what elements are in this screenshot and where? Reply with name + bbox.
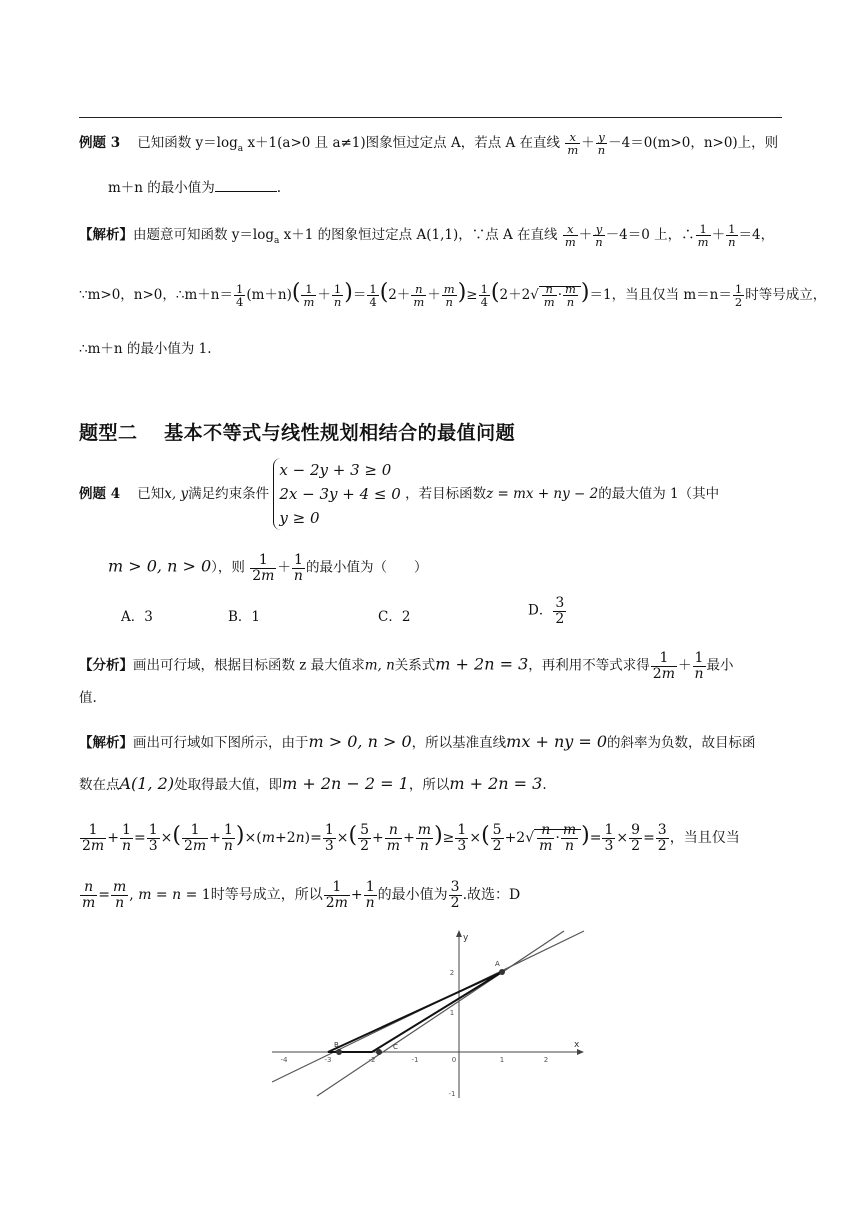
answer-blank xyxy=(215,191,277,192)
fraction-y-n: $\frac{y}{n}$ xyxy=(597,130,606,158)
example4-solution-line4: $\frac{n}{m}$ = $\frac{m}{n}$ , m = n = 1时等号成立，所以 $\frac{1}{2m}$ + $\frac{1}{n}$ 的最小值为 $\frac{3}{2}$ .故选：D xyxy=(82,879,521,911)
point-a xyxy=(499,969,505,975)
example3-question-line2: m＋n 的最小值为 . xyxy=(108,180,282,196)
x-tick: -2 xyxy=(368,1056,376,1064)
example3-solution-line1: 【解析】由题意可知函数 $y=\log_a$ x＋1 的图象恒过定点 A(1,1)，∵点 A 在直线 $\frac{x}{m}$ ＋ $\frac{y}{n}$ －4＝0 上，∴ $\frac{1}{m}$ ＋ $\frac{1}{n}$ ＝4， xyxy=(79,222,775,250)
y-axis-label: y xyxy=(463,933,469,943)
x-tick: 2 xyxy=(543,1056,549,1064)
line-2x-3y+4 xyxy=(317,931,564,1096)
fraction-x-m: $\frac{x}{m}$ xyxy=(567,130,579,158)
x-tick: -1 xyxy=(411,1056,419,1064)
example4-solution-line2: 数在点A(1, 2)处取得最大值，即m + 2n − 2 = 1，所以m + 2n = 3. xyxy=(79,774,547,793)
point-b xyxy=(336,1049,342,1055)
y-tick: -1 xyxy=(448,1090,456,1098)
x-tick: 1 xyxy=(499,1056,505,1064)
example4-analysis: 【分析】画出可行域，根据目标函数 z 最大值求m, n关系式m + 2n = 3，再利用不等式求得 $\frac{1}{2m}$ ＋ $\frac{1}{n}$ 最小 xyxy=(79,650,734,682)
feasible-region-graph xyxy=(272,928,592,1100)
option-b[interactable]: B．1 xyxy=(228,609,261,625)
section-title: 题型二 基本不等式与线性规划相结合的最值问题 xyxy=(79,422,516,444)
example3-question: 例题 3 已知函数 $y=\log_a$ x＋1(a>0 且 a≠1)图象恒过定点 A，若点 A 在直线 $\frac{x}{m}$ ＋ $\frac{y}{n}$ －4＝0(m>0，n>0)上，则 xyxy=(79,130,779,158)
example3-label: 例题 3 xyxy=(79,135,121,152)
x-axis-label: x xyxy=(574,1040,580,1050)
option-d[interactable]: D． $\frac{3}{2}$ xyxy=(528,595,565,627)
option-c[interactable]: C．2 xyxy=(378,609,411,625)
example4-solution-line1: 【解析】画出可行域如下图所示，由于m > 0, n > 0，所以基准直线mx + ny = 0的斜率为负数，故目标函 xyxy=(79,732,756,751)
y-axis-arrow xyxy=(456,930,462,937)
example3-solution-line2: ∵m>0，n>0，∴m＋n＝ $\frac{1}{4}$ (m＋n)( $\frac{1}{m}$ ＋ $\frac{1}{n}$ )＝ $\frac{1}{4}$ (2＋ $\frac{n}{m}$ ＋ $\frac{m}{n}$ )≥ $\frac{1}{4}$ (2＋2√ $\frac{n}{m}$ · $\frac{m}{n}$ )＝1，当且仅当 m＝n＝ $\frac{1}{2}$ 时等号成立， xyxy=(79,280,827,310)
y-tick: 2 xyxy=(449,969,455,977)
example3-solution-line3: ∴m＋n 的最小值为 1. xyxy=(79,341,212,357)
constraint-system: x − 2y + 3 ≥ 0 2x − 3y + 4 ≤ 0 y ≥ 0 xyxy=(273,458,400,530)
feasible-region xyxy=(328,972,502,1052)
point-c-label: C xyxy=(393,1043,398,1051)
option-a[interactable]: A．3 xyxy=(121,609,153,625)
x-tick: -3 xyxy=(324,1056,332,1064)
example4-label: 例题 4 xyxy=(79,486,121,502)
x-tick: 0 xyxy=(451,1056,457,1064)
example4-solution-line3: $\frac{1}{2m}$ + $\frac{1}{n}$ = $\frac{1}{3}$ ×( $\frac{1}{2m}$ + $\frac{1}{n}$ )×(m+2n)= $\frac{1}{3}$ ×( $\frac{5}{2}$ + $\frac{n}{m}$ + $\frac{m}{n}$ )≥ $\frac{1}{3}$ ×( $\frac{5}{2}$ +2√ $\frac{n}{m}$ · $\frac{m}{n}$ )= $\frac{1}{3}$ × $\frac{9}{2}$ = $\frac{3}{2}$ ，当且仅当 xyxy=(82,822,740,854)
header-rule xyxy=(79,117,782,118)
point-b-label: B xyxy=(334,1041,339,1049)
example4-question-line2: m > 0, n > 0），则 $\frac{1}{2m}$ ＋ $\frac{1}{n}$ 的最小值为（ ） xyxy=(108,552,428,584)
y-tick: 1 xyxy=(449,1009,455,1017)
example4-question: 例题 4 已知x, y满足约束条件 x − 2y + 3 ≥ 0 2x − 3y + 4 ≤ 0 y ≥ 0 ，若目标函数z = mx + ny − 2的最大值为 1（其中 xyxy=(79,458,719,530)
x-tick: -4 xyxy=(280,1056,288,1064)
point-a-label: A xyxy=(495,960,500,968)
point-c xyxy=(376,1049,382,1055)
example4-analysis-line2: 值. xyxy=(79,690,97,706)
